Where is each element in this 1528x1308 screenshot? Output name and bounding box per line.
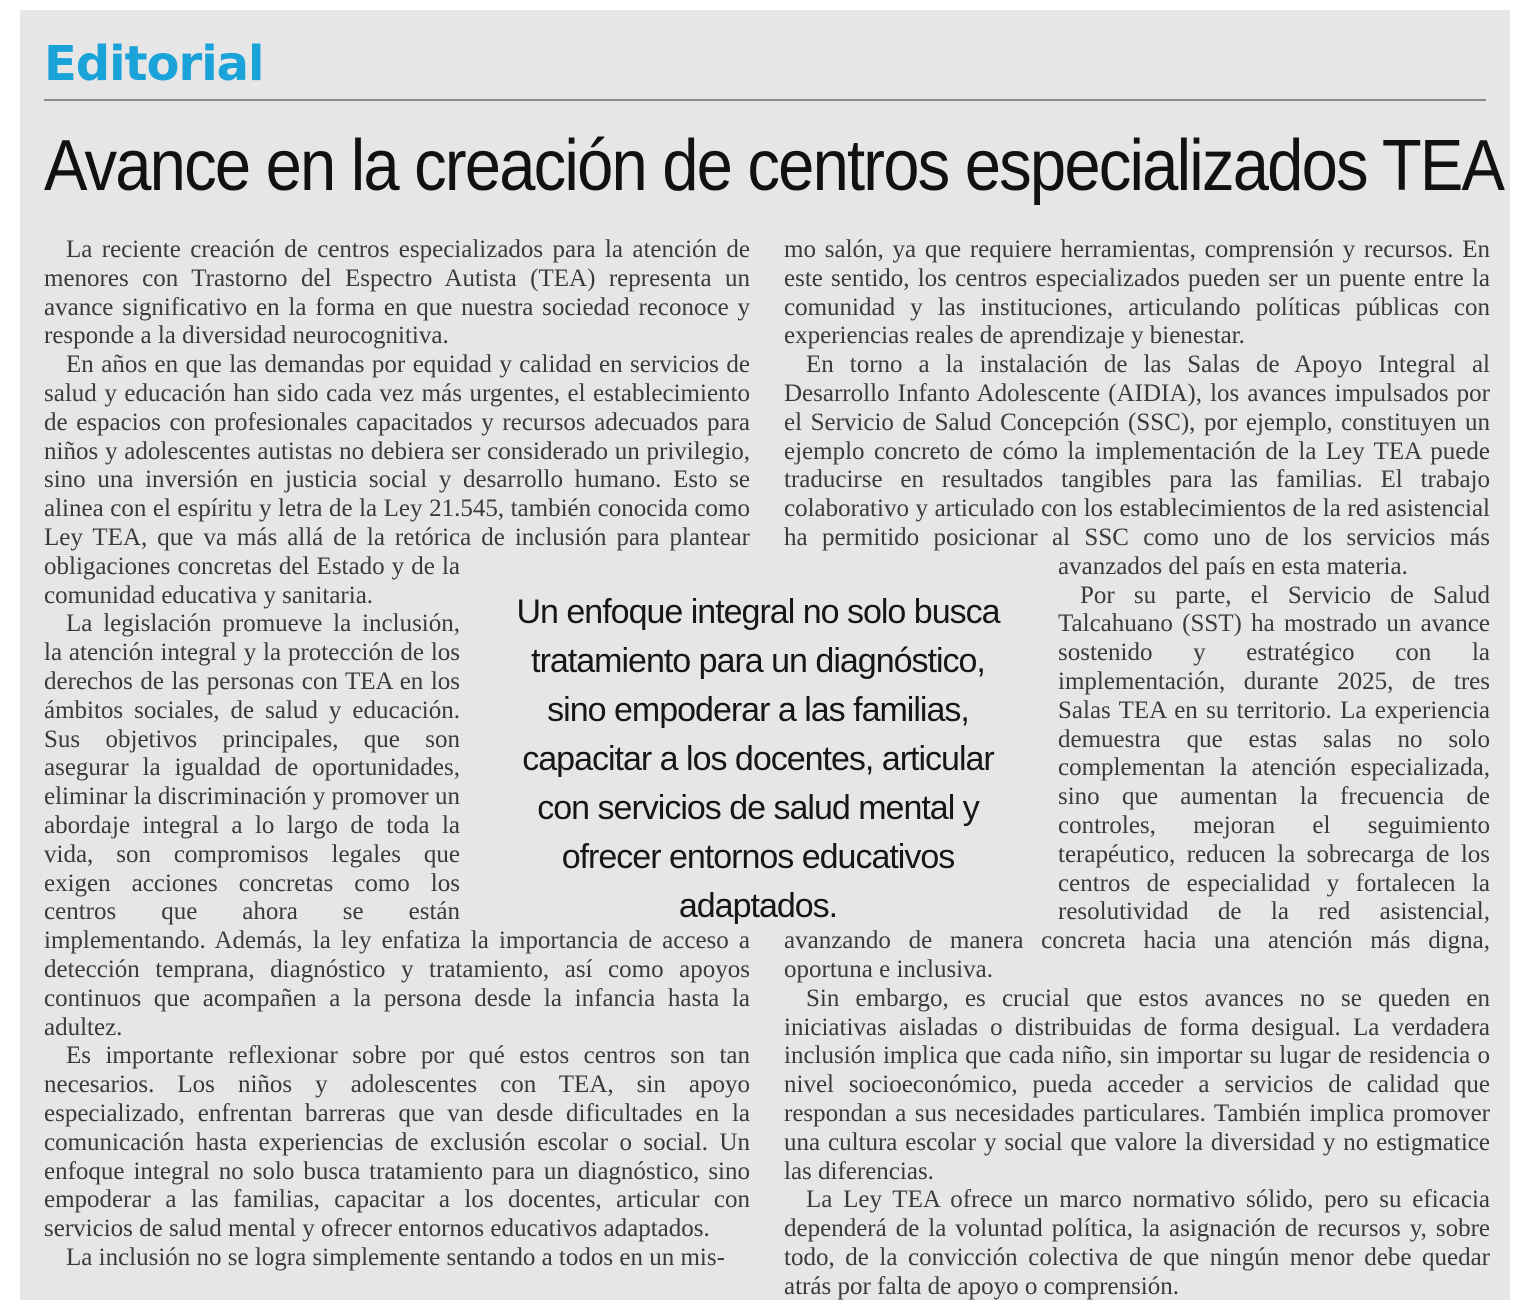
paragraph: La inclusión no se logra simplemente sentando a todos en un mis- xyxy=(66,1243,725,1271)
paragraph: En años en que las demandas por equidad y calidad en servicios de salud y educación han sido cada vez más urgentes, el establecimiento de espacios con profesionales capacitados y recursos adecuados para niños y adolescentes autistas no debiera ser considerado un privilegio, sino una inversión en justicia social y desarrollo humano. Esto se alinea con el espíritu y letra de la Ley 21.545, también conocida como Ley TEA, que va más allá de la retórica de inclusión para plantear obligaciones concretas del Estado y de la comunidad educativa y sanitaria. xyxy=(44,351,750,609)
paragraph: Por su parte, el Servicio de Salud Talcahuano (SST) ha mostrado un avance sostenido y estratégico con la implementación, durante 2025, de tres Salas TEA en su territorio. La experiencia demuestra que estas salas no solo complementan la atención especializada, sino que aumentan la frecuencia de controles, mejoran el seguimiento terapéutico, reducen la sobrecarga de los centros de especialidad y fortalecen la resolutividad de la red asistencial, avanzando de manera concreta hacia una atención más digna, oportuna e inclusiva. xyxy=(784,581,1490,983)
headline: Avance en la creación de centros especializados TEA xyxy=(44,126,1504,206)
section-divider xyxy=(44,99,1486,101)
pull-quote: Un enfoque integral no solo busca tratamiento para un diagnóstico, sino empoderar a las familias, capacitar a los docentes, articular con servicios de salud mental y ofrecer entornos educativos adaptados. xyxy=(516,593,1000,925)
paragraph: La reciente creación de centros especializados para la atención de menores con Trastorno del Espectro Autista (TEA) representa un avance significativo en la forma en que nuestra sociedad reconoce y responde a la diversidad neurocognitiva. xyxy=(44,236,750,350)
paragraph: mo salón, ya que requiere herramientas, comprensión y recursos. En este sentido, los centros especializados pueden ser un puente entre la comunidad y las instituciones, articulando políticas públicas con experiencias reales de aprendizaje y bienestar. xyxy=(784,236,1490,350)
paragraph: La legislación promueve la inclusión, la atención integral y la protección de los derechos de las personas con TEA en los ámbitos sociales, de salud y educación. Sus objetivos principales, que son asegurar la igualdad de oportunidades, eliminar la discriminación y promover un abordaje integral a lo largo de toda la vida, son compromisos legales que exigen acciones concretas como los centros que ahora se están implementando. Además, la ley enfatiza la importancia de acceso a detección temprana, diagnóstico y tratamiento, así como apoyos continuos que acompañen a la persona desde la infancia hasta la adultez. xyxy=(44,610,750,1041)
paragraph: Sin embargo, es crucial que estos avances no se queden en iniciativas aisladas o distribuidas de forma desigual. La verdadera inclusión implica que cada niño, sin importar su lugar de residencia o nivel socioeconómico, pueda acceder a servicios de calidad que respondan a sus necesidades particulares. También implica promover una cultura escolar y social que valore la diversidad y no estigmatice las diferencias. xyxy=(784,984,1490,1185)
section-label: Editorial xyxy=(44,36,264,92)
paragraph: Es importante reflexionar sobre por qué estos centros son tan necesarios. Los niños y adolescentes con TEA, sin apoyo especializado, enfrentan barreras que van desde dificultades en la comunicación hasta experiencias de exclusión escolar o social. Un enfoque integral no solo busca tratamiento para un diagnóstico, sino empoderar a las familias, capacitar a los docentes, articular con servicios de salud mental y ofrecer entornos educativos adaptados. xyxy=(44,1042,750,1243)
paragraph: En torno a la instalación de las Salas de Apoyo Integral al Desarrollo Infanto Adolescente (AIDIA), los avances impulsados por el Servicio de Salud Concepción (SSC), por ejemplo, constituyen un ejemplo concreto de cómo la implementación de la Ley TEA puede traducirse en resultados tangibles para las familias. El trabajo colaborativo y articulado con los establecimientos de la red asistencial ha permitido posicionar al SSC como uno de los servicios más avanzados del país en esta materia. xyxy=(784,351,1490,580)
paragraph: La Ley TEA ofrece un marco normativo sólido, pero su eficacia dependerá de la voluntad política, la asignación de recursos y, sobre todo, de la convicción colectiva de que ningún menor debe quedar atrás por falta de apoyo o comprensión. xyxy=(784,1186,1490,1300)
